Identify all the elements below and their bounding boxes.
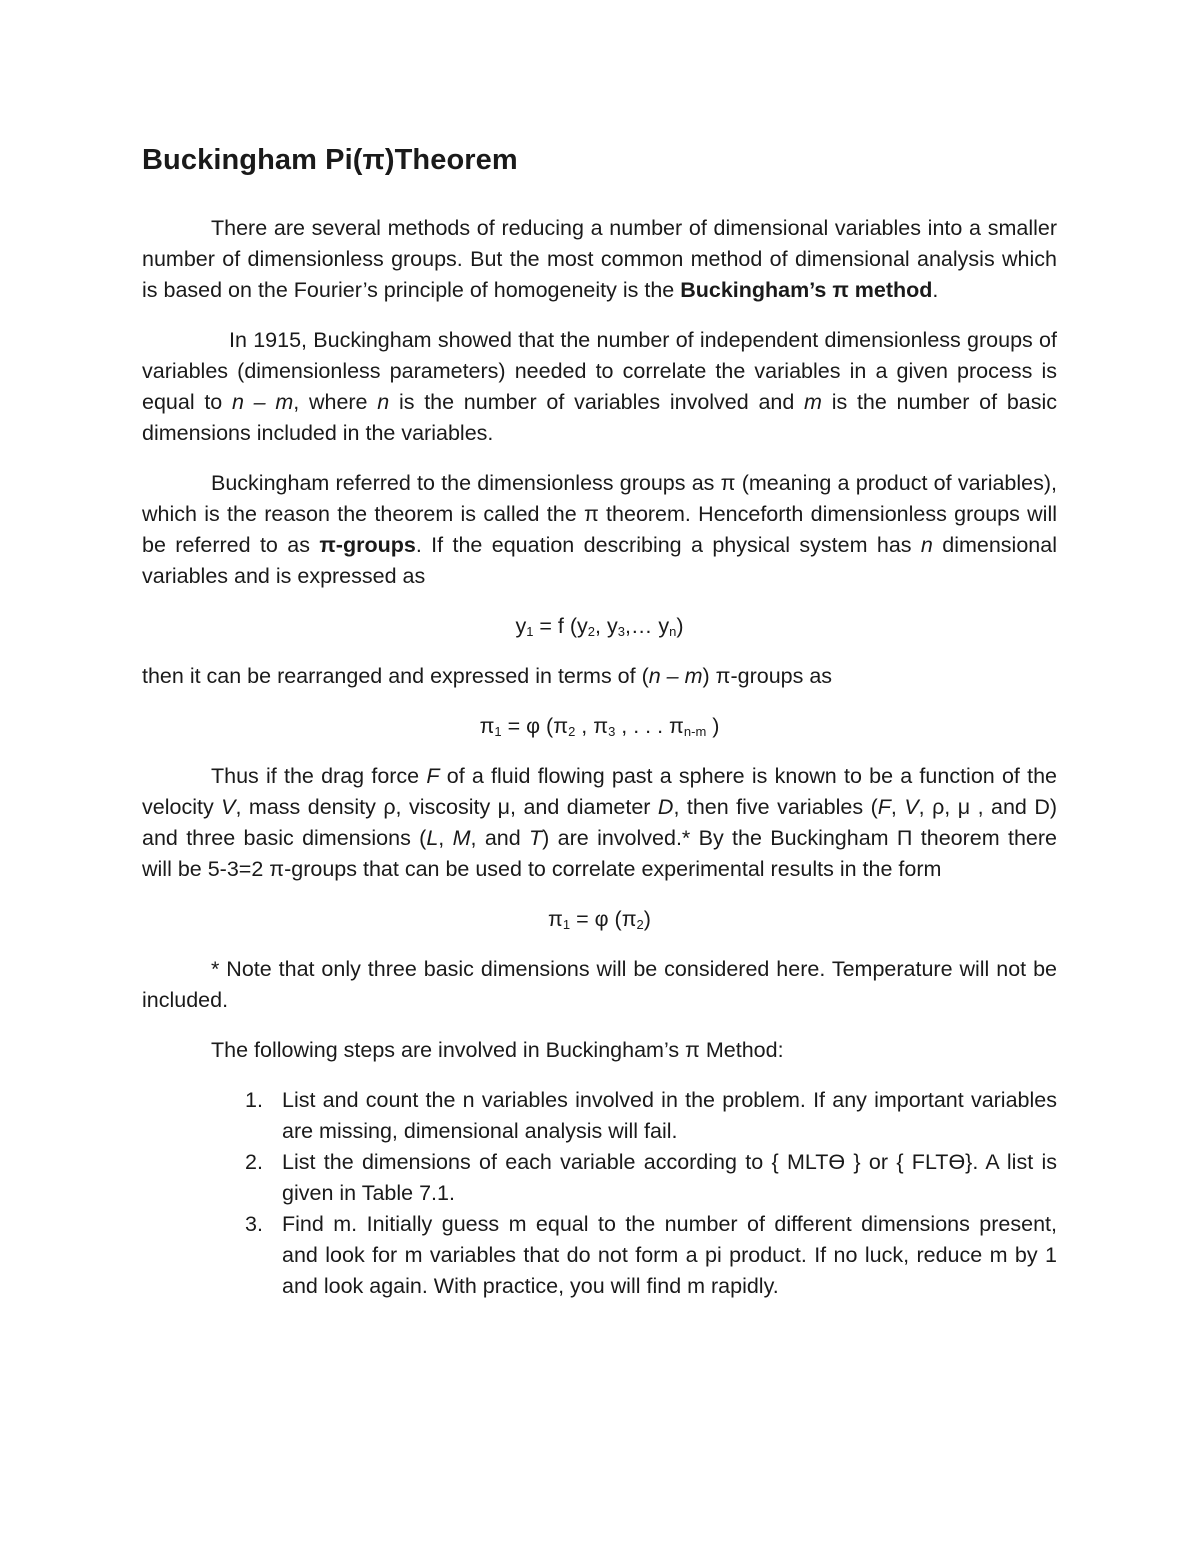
document-body [142, 140, 1057, 1302]
equation-3: $\pi_1 = \varphi$ $(\pi_2)$ [548, 907, 651, 932]
list-item: 3. Find m. Initially guess m equal to the number of different dimensions present, and look for m variables that do not form a pi product. If no luck, reduce m by 1 and look again. With practice, you will find m rapidly. [245, 1212, 1057, 1298]
paragraph-history: In 1915, Buckingham showed that the number of independent dimensionless groups of variables (dimensionless parameters) needed to correlate the variables in a given process is equal to n – m, where n is the number of variables involved and m is the number of basic dimensions included in the variables. [142, 328, 1058, 445]
steps-intro: The following steps are involved in Buckingham’s π Method: [211, 1038, 784, 1062]
steps-list [142, 1085, 1057, 1302]
paragraph-drag-force: Thus if the drag force F of a fluid flowing past a sphere is known to be a function of the velocity V, mass density ρ, viscosity μ, and diameter D, then five variables (F, V, ρ, μ , and D) and three basic dimensions (L, M, and T) are involved.* By the Buckingham Π theorem there will be 5-3=2 π-groups that can be used to correlate experimental results in the form [142, 764, 1058, 881]
paragraph-note: * Note that only three basic dimensions will be considered here. Temperature will not be included. [142, 957, 1057, 1012]
bold-term: Buckingham’s π method [680, 278, 933, 302]
bold-term: π-groups [319, 533, 416, 557]
list-item: 1. List and count the n variables involved in the problem. If any important variables are missing, dimensional analysis will fail. [245, 1088, 1057, 1143]
equation-2: $\pi_1 = \varphi$ ($\pi_2$ , $\pi_3$ , . . . $\pi_{n-m}$ ) [479, 714, 720, 739]
equation-1: $y_1 = f$ ($y_2$, $y_3,\dots$ $y_n$) [515, 614, 684, 639]
page-title: Buckingham Pi(π)Theorem [142, 144, 518, 176]
paragraph-intro: There are several methods of reducing a number of dimensional variables into a smaller number of dimensionless groups. But the most common method of dimensional analysis which is based on the Fourier’s principle of homogeneity is the Buckingham’s π method. [142, 216, 1057, 302]
paragraph-pi-groups: Buckingham referred to the dimensionless groups as π (meaning a product of variables), which is the reason the theorem is called the π theorem. Henceforth dimensionless groups will be referred to as π-groups. If the equation describing a physical system has n dimensional variables and is expressed as [142, 471, 1057, 588]
paragraph-rearranged: then it can be rearranged and expressed in terms of (n – m) π-groups as [142, 664, 833, 688]
list-item: 2. List the dimensions of each variable according to { MLTϴ } or { FLTϴ}. A list is given in Table 7.1. [245, 1150, 1057, 1205]
